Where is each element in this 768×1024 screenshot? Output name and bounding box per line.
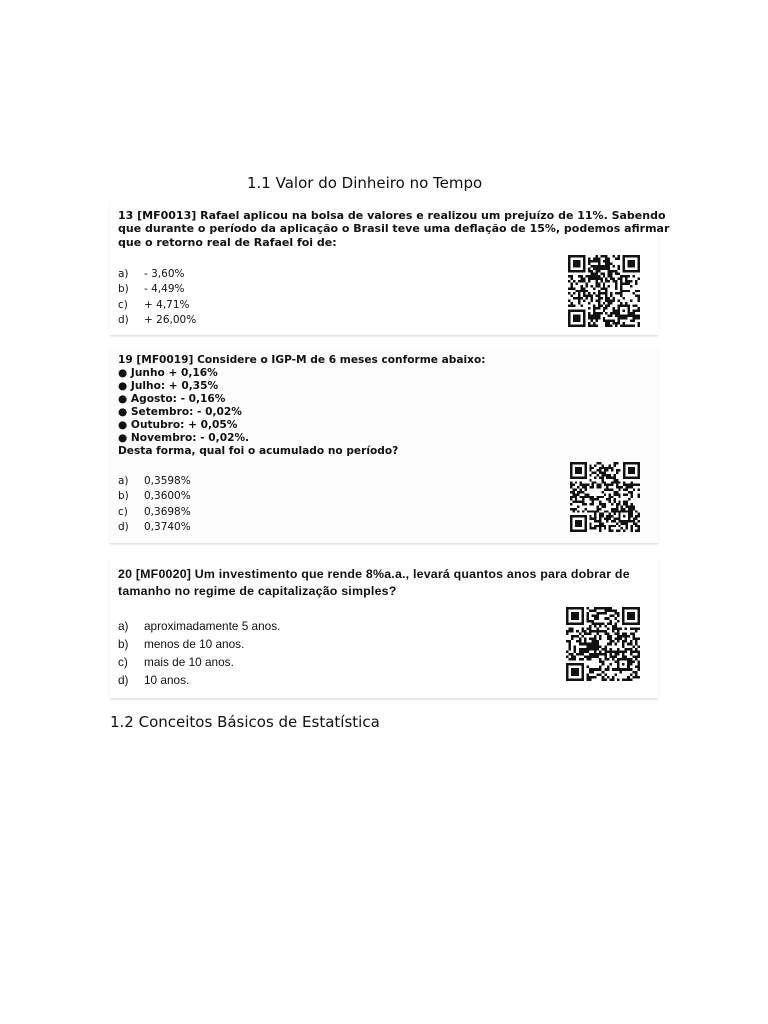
qr-code-icon bbox=[567, 255, 641, 327]
option-text: + 26,00% bbox=[144, 313, 197, 326]
option-b bbox=[118, 489, 191, 504]
question-line: que durante o período da aplicação o Brasil teve uma deflação de 15%, podemos afirmar bbox=[118, 222, 670, 236]
option-a bbox=[118, 617, 280, 635]
question-line: Desta forma, qual foi o acumulado no período? bbox=[118, 445, 399, 457]
option-b bbox=[118, 635, 280, 653]
question-line: ● Junho + 0,16% bbox=[118, 367, 218, 379]
option-letter: c) bbox=[118, 655, 128, 669]
option-letter: d) bbox=[118, 520, 129, 533]
option-text: 0,3698% bbox=[144, 505, 191, 518]
option-text: - 4,49% bbox=[144, 283, 185, 296]
option-text: 0,3600% bbox=[144, 490, 191, 503]
option-letter: c) bbox=[118, 505, 128, 518]
option-letter: a) bbox=[118, 475, 129, 487]
option-letter: c) bbox=[118, 298, 128, 311]
option-letter: b) bbox=[118, 283, 129, 296]
question-line: 19 [MF0019] Considere o IGP-M de 6 meses conforme abaixo: bbox=[118, 354, 486, 366]
option-letter: d) bbox=[118, 313, 129, 326]
option-text: aproximadamente 5 anos. bbox=[144, 619, 281, 633]
question-text bbox=[118, 566, 652, 600]
option-a bbox=[118, 267, 196, 282]
option-letter: a) bbox=[118, 619, 129, 633]
option-text: menos de 10 anos. bbox=[144, 637, 245, 651]
option-text: - 3,60% bbox=[144, 268, 185, 280]
answer-options bbox=[118, 474, 191, 535]
option-letter: b) bbox=[118, 490, 129, 503]
option-c bbox=[118, 653, 280, 671]
option-letter: d) bbox=[118, 673, 129, 687]
option-text: 0,3740% bbox=[144, 520, 191, 533]
option-text: + 4,71% bbox=[144, 298, 190, 311]
option-d bbox=[118, 671, 280, 689]
option-text: mais de 10 anos. bbox=[144, 655, 234, 669]
question-text bbox=[118, 354, 652, 458]
option-c bbox=[118, 298, 196, 313]
question-block-20 bbox=[110, 556, 658, 699]
question-line: ● Novembro: - 0,02%. bbox=[118, 432, 250, 444]
question-line: que o retorno real de Rafael foi de: bbox=[118, 235, 337, 249]
answer-options bbox=[118, 617, 280, 689]
qr-code-icon bbox=[566, 602, 640, 686]
option-a bbox=[118, 474, 191, 489]
qr-code-icon bbox=[568, 462, 642, 532]
question-block-19 bbox=[110, 349, 658, 544]
option-b bbox=[118, 282, 196, 297]
section-title-valor-dinheiro: 1.1 Valor do Dinheiro no Tempo bbox=[247, 174, 483, 192]
question-line: ● Outubro: + 0,05% bbox=[118, 419, 238, 431]
section-title-estatistica: 1.2 Conceitos Básicos de Estatística bbox=[110, 713, 380, 731]
option-letter: b) bbox=[118, 637, 129, 651]
option-letter: a) bbox=[118, 268, 129, 280]
question-line: 13 [MF0013] Rafael aplicou na bolsa de valores e realizou um prejuízo de 11%. Sabendo bbox=[118, 209, 666, 222]
answer-options bbox=[118, 267, 196, 328]
question-line: ● Julho: + 0,35% bbox=[118, 380, 219, 392]
question-block-13 bbox=[110, 203, 670, 336]
option-d bbox=[118, 313, 196, 328]
option-d bbox=[118, 520, 191, 535]
question-text bbox=[118, 209, 670, 249]
option-c bbox=[118, 505, 191, 520]
question-line: 20 [MF0020] Um investimento que rende 8%a.a., levará quantos anos para dobrar de bbox=[118, 567, 630, 581]
question-line: ● Agosto: - 0,16% bbox=[118, 393, 226, 405]
option-text: 10 anos. bbox=[144, 673, 190, 687]
question-line: tamanho no regime de capitalização simples? bbox=[118, 584, 397, 598]
option-text: 0,3598% bbox=[144, 475, 191, 487]
question-line: ● Setembro: - 0,02% bbox=[118, 406, 242, 418]
